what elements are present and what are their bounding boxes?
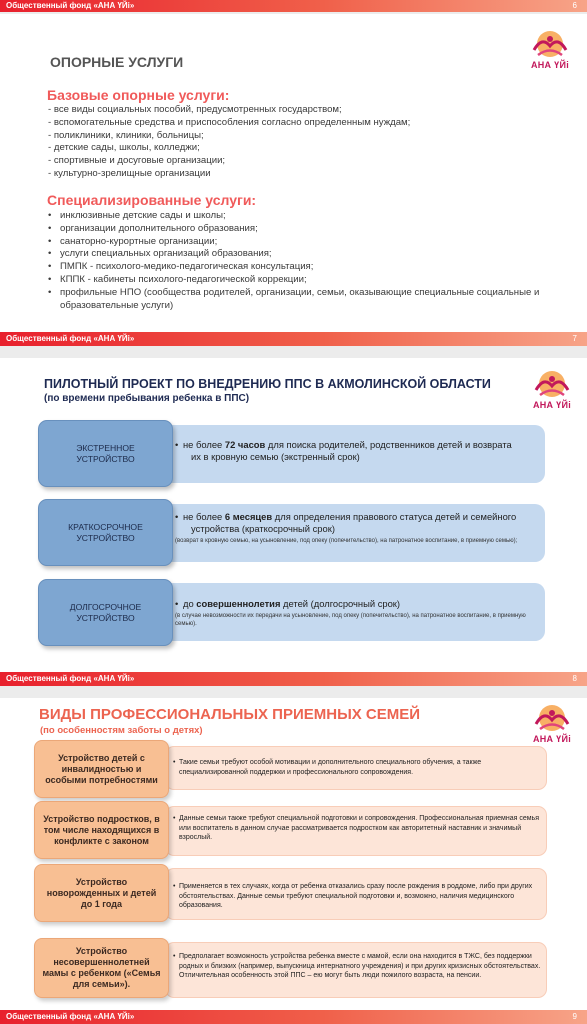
logo-mark-icon xyxy=(530,704,574,734)
slide-footer xyxy=(0,1010,587,1024)
row-text xyxy=(175,439,535,463)
slide-footer xyxy=(0,672,587,686)
row-label-box xyxy=(34,938,169,998)
list-item: • инклюзивные детские сады и школы; xyxy=(48,210,548,223)
basic-services-heading: Базовые опорные услуги: xyxy=(47,87,230,103)
logo xyxy=(530,704,574,744)
row-text: • Такие семьи требуют особой мотивации и дополнительного специального обучения, а также специализированной поддержки и профессионального сопровождения. xyxy=(173,758,543,777)
logo xyxy=(528,30,572,70)
row-label-box xyxy=(38,420,173,487)
list-item: - культурно-зрелищные организации xyxy=(48,167,211,179)
slide-9 xyxy=(0,698,587,1024)
row-text-post: детей (долгосрочный срок) xyxy=(280,598,401,609)
row-label: Устройство детей с инвалидностью и особыми потребностями xyxy=(45,752,158,785)
row-text-post: для определения правового статуса детей и семейного xyxy=(272,511,517,522)
list-item: • профильные НПО (сообщества родителей, организации, семьи, оказывающие специальные социальные и образовательные услуги) xyxy=(48,287,548,313)
list-item: • услуги специальных организаций образования; xyxy=(48,248,548,261)
row-main-text xyxy=(175,439,535,463)
slide-footer xyxy=(0,332,587,346)
row-text: • Предполагает возможность устройства ребенка вместе с мамой, если она находится в ТЖС, без поддержки родных и близких (например, выпускница интернатного учреждения) и при других кризисных обстоятельствах. Отличительная особенность этой ППС – ею могут быть люди пожилого возраста, на пенсии. xyxy=(173,952,543,981)
row-text: • Применяется в тех случаях, когда от ребенка отказались сразу после рождения в роддоме, либо при других обстоятельствах. Данные семьи требуют специальной подготовки и, возможно, наличия медицинского образования. xyxy=(173,882,543,911)
row-text-bold: совершеннолетия xyxy=(196,598,281,609)
slide-title: ВИДЫ ПРОФЕССИОНАЛЬНЫХ ПРИЕМНЫХ СЕМЕЙ xyxy=(39,706,421,723)
row-main-text xyxy=(175,511,535,535)
logo-text: АНА ҮЙі xyxy=(532,400,572,410)
page-number: 9 xyxy=(572,1012,577,1021)
special-services-heading: Специализированные услуги: xyxy=(47,192,257,208)
slide-title: ОПОРНЫЕ УСЛУГИ xyxy=(50,54,184,70)
slide-subtitle: (по особенностям заботы о детях) xyxy=(40,725,203,736)
slide-7 xyxy=(0,14,587,346)
row-label: Устройство новорожденных и детей до 1 года xyxy=(46,876,157,909)
slide-subtitle: (по времени пребывания ребенка в ППС) xyxy=(44,393,250,404)
slide-footer xyxy=(0,0,587,12)
page-number: 8 xyxy=(572,674,577,683)
row-text xyxy=(175,511,535,545)
row-text-bold: 72 часов xyxy=(224,439,266,450)
row-main-text xyxy=(175,598,535,610)
basic-services-list xyxy=(48,104,410,181)
row-label-box xyxy=(34,801,169,859)
row-label: Устройство подростков, в том числе находящихся в конфликте с законом xyxy=(43,813,160,846)
row-note: (возврат в кровную семью, на усыновление, под опеку (попечительство), на патронатное воспитание, в приемную семью); xyxy=(175,538,518,544)
footer-org: Общественный фонд «АНА ҮЙі» xyxy=(6,334,135,343)
row-text: • Данные семьи также требуют специальной подготовки и сопровождения. Профессиональная приемная семья или воспитатель в данном случае рассматривается подростком как авторитетный наставник и значимый взрослый. xyxy=(173,814,543,843)
logo-mark-icon xyxy=(528,30,572,60)
row-text-pre: до xyxy=(183,598,197,609)
row-label-box xyxy=(34,740,169,798)
list-item: • ПМПК - психолого-медико-педагогическая консультация; xyxy=(48,261,548,274)
row-note: (в случае невозможности их передачи на усыновление, под опеку (попечительство), на патронатное воспитание, в приемную семью). xyxy=(175,613,526,627)
logo xyxy=(530,370,574,410)
list-item: • санаторно-курортные организации; xyxy=(48,236,548,249)
row-text-line2: устройства (краткосрочный срок) xyxy=(191,523,335,534)
row-text-post: для поиска родителей, родственников детей и возврата xyxy=(265,439,512,450)
row-text-line2: их в кровную семью (экстренный срок) xyxy=(191,451,360,462)
list-item: - вспомогательные средства и приспособления согласно определенным нуждам; xyxy=(48,116,411,128)
row-text xyxy=(175,598,535,628)
footer-org: Общественный фонд «АНА ҮЙі» xyxy=(6,1012,135,1021)
row-text-pre: не более xyxy=(183,511,225,522)
row-text-bold: 6 месяцев xyxy=(224,511,273,522)
row-label: КРАТКОСРОЧНОЕ УСТРОЙСТВО xyxy=(68,521,143,543)
footer-org: Общественный фонд «АНА ҮЙі» xyxy=(6,674,135,683)
row-label-box xyxy=(38,579,173,646)
page-number: 7 xyxy=(572,334,577,343)
slide-6 xyxy=(0,0,587,12)
row-label-box xyxy=(34,864,169,922)
list-item: - спортивные и досуговые организации; xyxy=(48,155,226,167)
row-label: ДОЛГОСРОЧНОЕ УСТРОЙСТВО xyxy=(69,601,142,623)
page-number: 6 xyxy=(572,1,577,10)
row-label: ЭКСТРЕННОЕ УСТРОЙСТВО xyxy=(76,442,135,464)
list-item: - детские сады, школы, колледжи; xyxy=(48,142,200,154)
row-label: Устройство несовершеннолетней мамы с ребенком («Семья для семьи»). xyxy=(42,946,161,989)
footer-org: Общественный фонд «АНА ҮЙі» xyxy=(6,1,135,10)
slide-title: ПИЛОТНЫЙ ПРОЕКТ ПО ВНЕДРЕНИЮ ППС В АКМОЛИНСКОЙ ОБЛАСТИ xyxy=(44,377,491,391)
slide-8 xyxy=(0,358,587,686)
list-item: • организации дополнительного образования; xyxy=(48,223,548,236)
row-label-box xyxy=(38,499,173,566)
list-item: - все виды социальных пособий, предусмотренных государством; xyxy=(48,104,342,115)
logo-text: АНА ҮЙі xyxy=(532,734,572,744)
special-services-list xyxy=(48,210,548,312)
logo-text: АНА ҮЙі xyxy=(530,60,570,70)
list-item: • КППК - кабинеты психолого-педагогической коррекции; xyxy=(48,274,548,287)
row-text-pre: не более xyxy=(183,439,225,450)
list-item: - поликлиники, клиники, больницы; xyxy=(48,129,204,141)
logo-mark-icon xyxy=(530,370,574,400)
